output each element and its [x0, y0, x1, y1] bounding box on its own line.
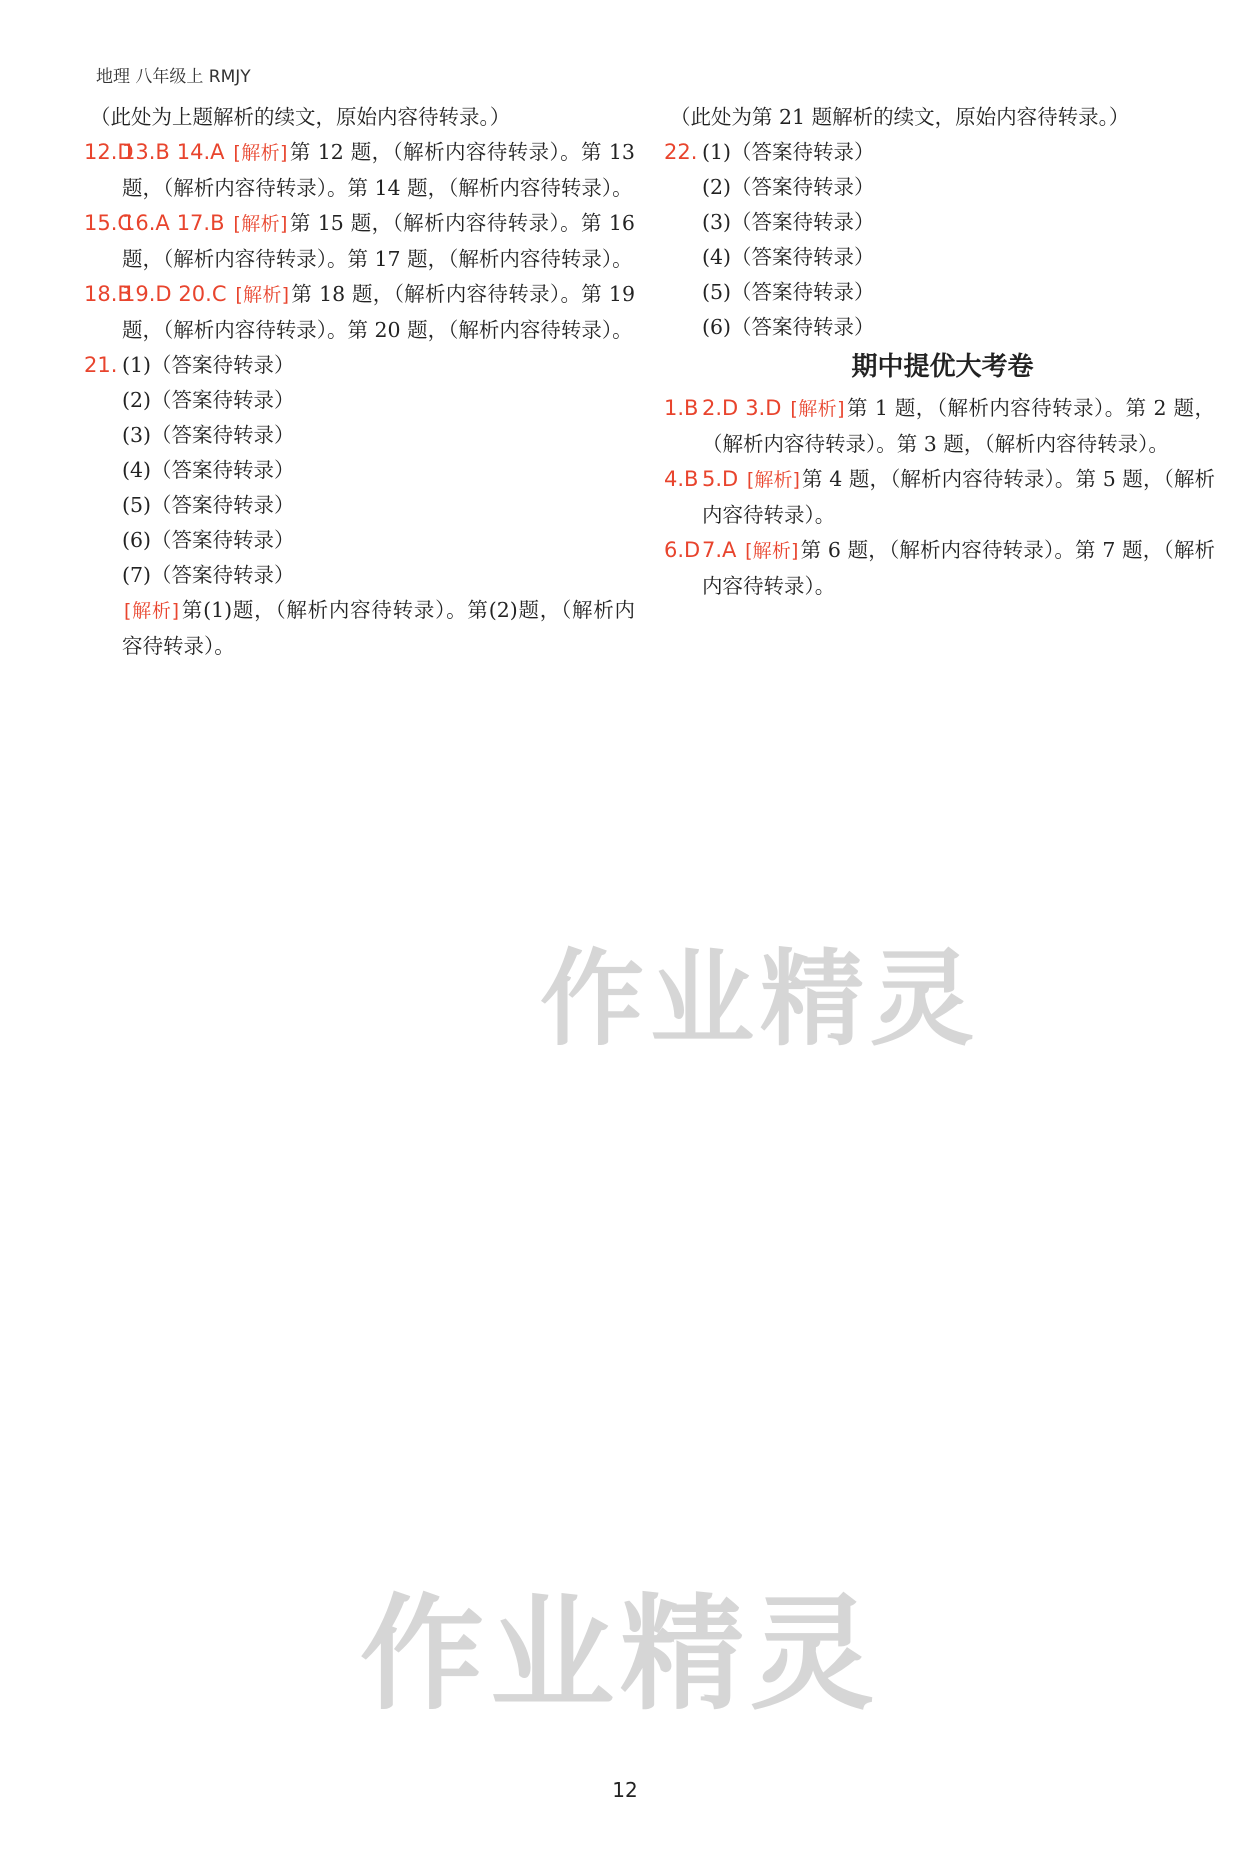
answer-12: 12.D [84, 140, 134, 164]
analysis-text: 第 6 题，（解析内容待转录）。第 7 题，（解析内容待转录）。 [702, 538, 1215, 598]
answer-2: 2.D [702, 396, 739, 420]
answer-group-6-7 [664, 533, 1215, 604]
left-column [84, 100, 636, 664]
answer-18: 18.B [84, 282, 132, 306]
answer-4: 4.B [664, 467, 699, 491]
answer-15: 15.C [84, 211, 133, 235]
answer-group-1-3 [664, 391, 1215, 462]
answer-group-4-5 [664, 462, 1215, 533]
analysis-tag: [解析] [746, 469, 800, 491]
q22-line-3: (3)（答案待转录） [702, 210, 875, 234]
q22-line-1: (1)（答案待转录） [702, 140, 875, 164]
q21-line-1: (1)（答案待转录） [122, 353, 295, 377]
answer-group-18-20 [84, 277, 635, 348]
analysis-tag: [解析] [233, 213, 288, 235]
q22-line-6: (6)（答案待转录） [702, 315, 875, 339]
q21-line-2: (2)（答案待转录） [122, 388, 295, 412]
q22-line-5: (5)（答案待转录） [702, 280, 875, 304]
q22-line-4: (4)（答案待转录） [702, 245, 875, 269]
answer-16: 16.A [122, 211, 170, 235]
answer-21-number: 21. [84, 353, 118, 377]
answer-3: 3.D [745, 396, 782, 420]
answer-14: 14.A [176, 140, 225, 164]
q21-line-4: (4)（答案待转录） [122, 458, 295, 482]
continued-explanation: （此处为第 21 题解析的续文，原始内容待转录。） [670, 105, 1130, 129]
analysis-text: 第 15 题，（解析内容待转录）。第 16 题，（解析内容待转录）。第 17 题，（解析内容待转录）。 [122, 211, 635, 271]
answer-17: 17.B [176, 211, 225, 235]
analysis-text: 第 1 题，（解析内容待转录）。第 2 题，（解析内容待转录）。第 3 题，（解析内容待转录）。 [702, 396, 1215, 456]
continued-explanation: （此处为上题解析的续文，原始内容待转录。） [90, 105, 511, 129]
analysis-text: 第 4 题，（解析内容待转录）。第 5 题，（解析内容待转录）。 [702, 467, 1215, 527]
analysis-tag: [解析] [124, 600, 180, 622]
q21-analysis [122, 593, 635, 664]
q21-line-3: (3)（答案待转录） [122, 423, 295, 447]
q22-line-2: (2)（答案待转录） [702, 175, 875, 199]
answer-5: 5.D [702, 467, 739, 491]
analysis-text: 第 12 题，（解析内容待转录）。第 13 题，（解析内容待转录）。第 14 题，（解析内容待转录）。 [122, 140, 635, 200]
page-number: 12 [612, 1778, 638, 1802]
analysis-tag: [解析] [745, 540, 799, 562]
answer-7: 7.A [702, 538, 737, 562]
watermark: 作业精灵 [360, 1583, 881, 1727]
answer-22-number: 22. [664, 140, 698, 164]
q21-line-5: (5)（答案待转录） [122, 493, 295, 517]
answer-20: 20.C [178, 282, 227, 306]
answer-group-21 [84, 348, 636, 664]
analysis-tag: [解析] [790, 398, 845, 420]
answer-1: 1.B [664, 396, 699, 420]
answer-group-22 [664, 135, 1215, 345]
page-header: 地理 八年级上 RMJY [96, 67, 251, 87]
analysis-tag: [解析] [233, 142, 288, 164]
analysis-text: 第(1)题，（解析内容待转录）。第(2)题，（解析内容待转录）。 [122, 598, 636, 658]
watermark: 作业精灵 [540, 938, 981, 1060]
q21-line-7: (7)（答案待转录） [122, 563, 295, 587]
analysis-text: 第 18 题，（解析内容待转录）。第 19 题，（解析内容待转录）。第 20 题，（解析内容待转录）。 [122, 282, 635, 342]
analysis-tag: [解析] [235, 284, 290, 306]
answer-19: 19.D [122, 282, 172, 306]
answer-group-15-17 [84, 206, 635, 277]
section-title: 期中提优大考卷 [851, 352, 1034, 382]
right-column [664, 100, 1215, 604]
answer-6: 6.D [664, 538, 701, 562]
answer-13: 13.B [122, 140, 170, 164]
q21-line-6: (6)（答案待转录） [122, 528, 295, 552]
answer-group-12-14 [84, 135, 635, 206]
